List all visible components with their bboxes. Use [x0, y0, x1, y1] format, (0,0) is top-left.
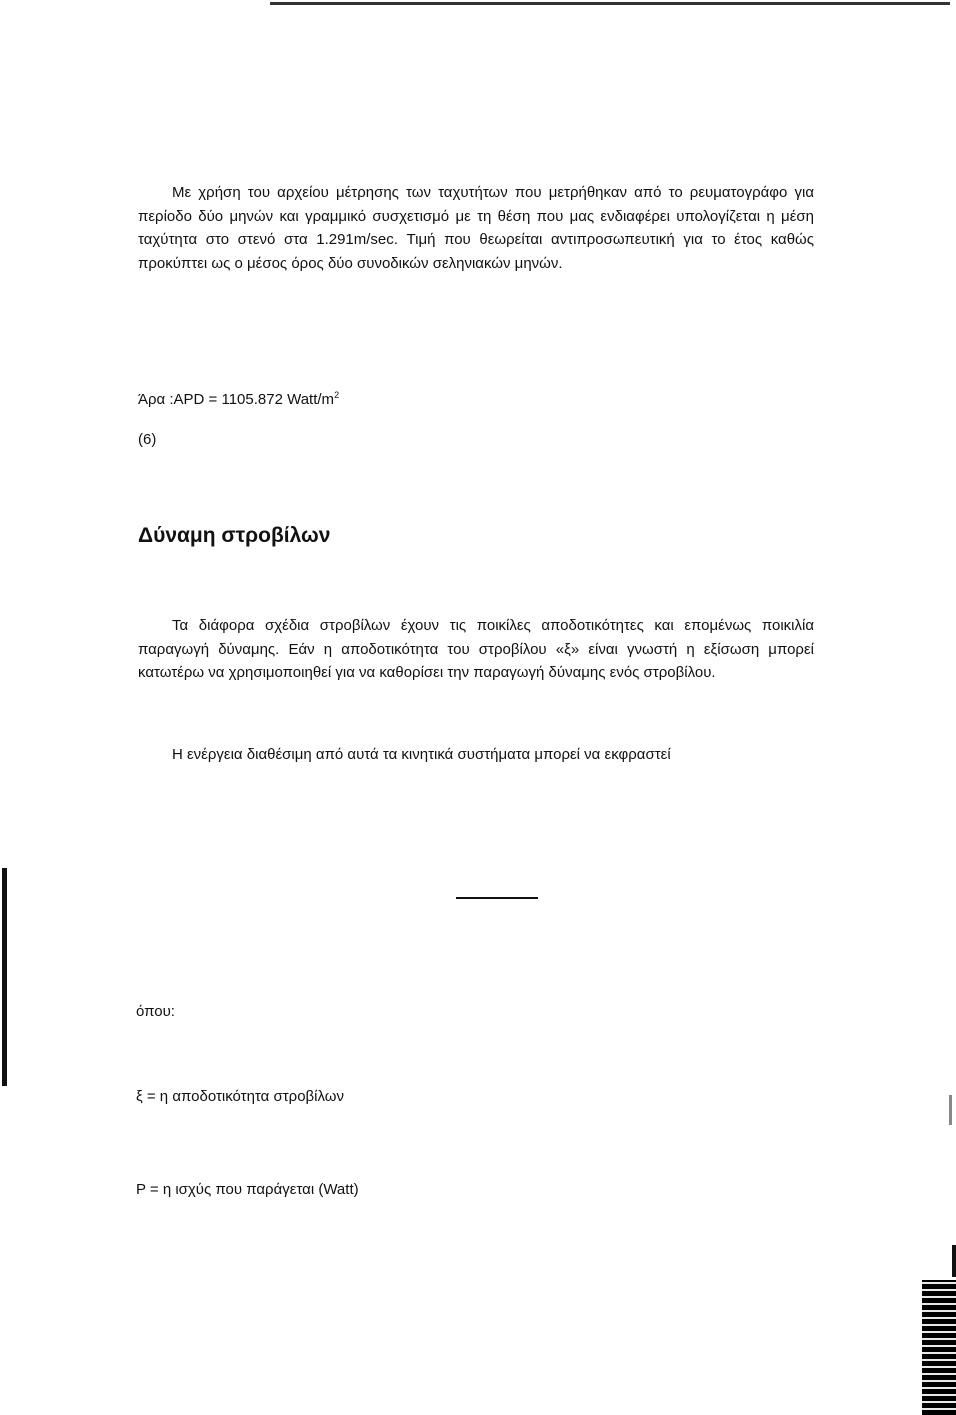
- definition-efficiency: ξ = η αποδοτικότητα στροβίλων: [136, 1088, 344, 1105]
- scan-left-edge-mark: [2, 868, 7, 1086]
- apd-unit-exponent: 2: [334, 390, 340, 400]
- scan-corner-artifact: [922, 1280, 956, 1415]
- scan-top-rule: [270, 2, 950, 5]
- energy-available-paragraph: Η ενέργεια διαθέσιμη από αυτά τα κινητικά συστήματα μπορεί να εκφραστεί: [172, 746, 671, 763]
- section-heading: Δύναμη στροβίλων: [138, 524, 331, 547]
- apd-result: [138, 385, 339, 410]
- scan-right-edge-bar: [952, 1245, 956, 1277]
- apd-result-text: Άρα :APD = 1105.872 Watt/m: [138, 391, 335, 408]
- definitions-intro: όπου:: [136, 1003, 175, 1020]
- formula-fraction-bar: [456, 897, 538, 899]
- scan-right-edge-mark: [949, 1095, 952, 1125]
- definition-power: P = η ισχύς που παράγεται (Watt): [136, 1181, 359, 1198]
- turbine-designs-paragraph: Τα διάφορα σχέδια στροβίλων έχουν τις ποικίλες αποδοτικότητες και επομένως ποικιλία παραγωγή δύναμης. Εάν η αποδοτικότητα του στροβίλου «ξ» είναι γνωστή η εξίσωση μπορεί κατωτέρω να χρησιμοποιηθεί για να καθορίσει την παραγωγή δύναμης ενός στροβίλου.: [138, 617, 814, 681]
- flow-speed-paragraph: Με χρήση του αρχείου μέτρησης των ταχυτήτων που μετρήθηκαν από το ρευματογράφο για περίοδο δύο μηνών και γραμμικό συσχετισμό με τη θέση που μας ενδιαφέρει υπολογίζεται η μέση ταχύτητα στο στενό στα 1.291m/sec. Τιμή που θεωρείται αντιπροσωπευτική για το έτος καθώς προκύπτει ως ο μέσος όρος δύο συνοδικών σεληνιακών μηνών.: [138, 184, 814, 272]
- equation-number: (6): [138, 431, 157, 448]
